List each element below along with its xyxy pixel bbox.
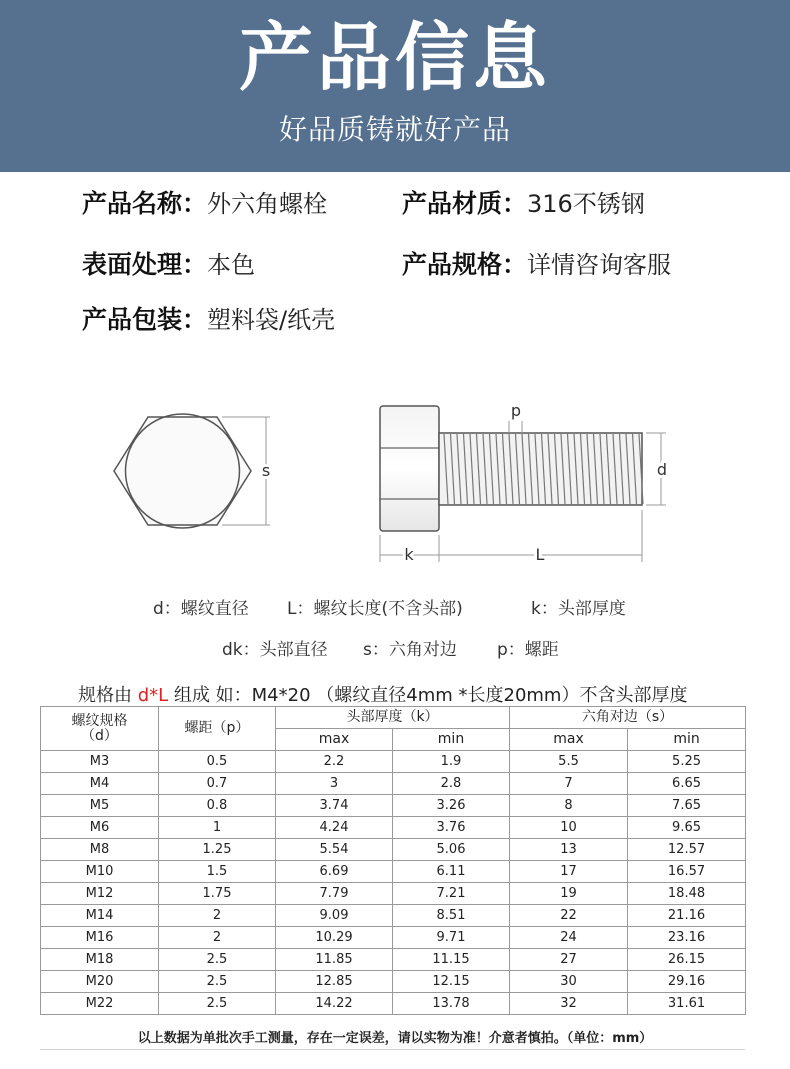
table-cell: 11.85	[276, 949, 393, 971]
header-thread: 螺纹规格 （d）	[41, 707, 159, 751]
spec-value: 详情咨询客服	[527, 251, 672, 279]
table-cell: 7.65	[628, 795, 746, 817]
table-cell: 1.25	[159, 839, 276, 861]
info-material	[402, 188, 645, 220]
table-cell: 1.5	[159, 861, 276, 883]
header-max-s: max	[510, 729, 628, 751]
table-row	[41, 773, 746, 795]
header-banner	[0, 0, 790, 172]
table-row	[41, 949, 746, 971]
table-cell: 8	[510, 795, 628, 817]
legend-p: p：螺距	[497, 640, 559, 660]
table-cell: 17	[510, 861, 628, 883]
rule-highlight: d*L	[137, 685, 169, 706]
table-cell: 27	[510, 949, 628, 971]
header-min-k: min	[393, 729, 510, 751]
bolt-diagram	[0, 380, 790, 580]
table-cell: 0.8	[159, 795, 276, 817]
table-cell: 2.5	[159, 993, 276, 1015]
table-cell: M10	[41, 861, 159, 883]
table-row	[41, 905, 746, 927]
table-cell: M14	[41, 905, 159, 927]
table-cell: 13	[510, 839, 628, 861]
table-cell: M18	[41, 949, 159, 971]
legend-s: s：六角对边	[363, 640, 457, 660]
bolt-side-view	[380, 401, 667, 564]
header-min-s: min	[628, 729, 746, 751]
table-cell: 5.25	[628, 751, 746, 773]
table-cell: 26.15	[628, 949, 746, 971]
table-cell: 2	[159, 905, 276, 927]
table-cell: 9.65	[628, 817, 746, 839]
table-cell: 18.48	[628, 883, 746, 905]
table-cell: 7.79	[276, 883, 393, 905]
table-cell: 3	[276, 773, 393, 795]
table-cell: 19	[510, 883, 628, 905]
table-cell: 6.11	[393, 861, 510, 883]
spec-label: 产品规格：	[402, 250, 528, 279]
table-row	[41, 795, 746, 817]
table-cell: M3	[41, 751, 159, 773]
table-cell: 21.16	[628, 905, 746, 927]
label-k: k	[404, 545, 414, 564]
table-cell: 11.15	[393, 949, 510, 971]
table-cell: 5.54	[276, 839, 393, 861]
table-cell: 7	[510, 773, 628, 795]
table-cell: 12.85	[276, 971, 393, 993]
table-cell: 10.29	[276, 927, 393, 949]
table-row	[41, 927, 746, 949]
table-cell: 2.5	[159, 949, 276, 971]
table-cell: 1.9	[393, 751, 510, 773]
packaging-label: 产品包装：	[82, 305, 208, 334]
table-cell: M16	[41, 927, 159, 949]
table-cell: M5	[41, 795, 159, 817]
page-subtitle: 好品质铸就好产品	[278, 113, 511, 146]
label-p: p	[510, 401, 522, 420]
table-cell: 31.61	[628, 993, 746, 1015]
surface-label: 表面处理：	[82, 250, 208, 279]
table-cell: M20	[41, 971, 159, 993]
table-cell: 2.2	[276, 751, 393, 773]
packaging-value: 塑料袋/纸壳	[207, 306, 336, 334]
table-cell: 30	[510, 971, 628, 993]
table-cell: 29.16	[628, 971, 746, 993]
table-cell: 6.65	[628, 773, 746, 795]
label-L: L	[535, 545, 545, 564]
table-cell: 24	[510, 927, 628, 949]
table-cell: 1	[159, 817, 276, 839]
table-cell: 6.69	[276, 861, 393, 883]
spec-table-body	[41, 751, 746, 1015]
table-cell: 9.09	[276, 905, 393, 927]
divider	[40, 1049, 745, 1050]
material-label: 产品材质：	[402, 189, 528, 218]
table-cell: M12	[41, 883, 159, 905]
rule-prefix: 规格由	[78, 685, 138, 706]
page-title: 产品信息	[239, 15, 551, 101]
spec-table	[40, 706, 746, 1015]
table-cell: 22	[510, 905, 628, 927]
table-cell: 2.8	[393, 773, 510, 795]
info-spec	[402, 249, 671, 281]
table-cell: 3.76	[393, 817, 510, 839]
table-cell: 14.22	[276, 993, 393, 1015]
info-product-name	[82, 188, 327, 220]
header-pitch: 螺距（p）	[159, 707, 276, 751]
table-cell: 0.7	[159, 773, 276, 795]
table-cell: M22	[41, 993, 159, 1015]
table-row	[41, 971, 746, 993]
table-cell: 3.26	[393, 795, 510, 817]
table-cell: 7.21	[393, 883, 510, 905]
rule-suffix: 组成 如：M4*20 （螺纹直径4mm *长度20mm）不含头部厚度	[168, 685, 688, 706]
table-cell: M8	[41, 839, 159, 861]
legend-L: L：螺纹长度(不含头部)	[287, 599, 463, 619]
label-s: s	[261, 461, 271, 480]
table-cell: 12.15	[393, 971, 510, 993]
label-d: d	[656, 460, 668, 479]
header-head-thickness: 头部厚度（k）	[276, 707, 510, 729]
table-row	[41, 883, 746, 905]
header-max-k: max	[276, 729, 393, 751]
table-cell: 32	[510, 993, 628, 1015]
surface-value: 本色	[207, 251, 256, 279]
product-name-value: 外六角螺栓	[207, 190, 328, 218]
disclaimer-note: 以上数据为单批次手工测量，存在一定误差，请以实物为准！介意者慎拍。（单位：mm）	[137, 1031, 653, 1046]
table-row	[41, 817, 746, 839]
table-cell: 1.75	[159, 883, 276, 905]
table-cell: 12.57	[628, 839, 746, 861]
info-packaging	[82, 304, 335, 336]
table-cell: 3.74	[276, 795, 393, 817]
table-row	[41, 861, 746, 883]
table-cell: 16.57	[628, 861, 746, 883]
table-cell: 23.16	[628, 927, 746, 949]
table-cell: 5.06	[393, 839, 510, 861]
hex-head-top-view	[114, 414, 270, 528]
table-cell: 5.5	[510, 751, 628, 773]
table-cell: 8.51	[393, 905, 510, 927]
table-row	[41, 751, 746, 773]
table-cell: 0.5	[159, 751, 276, 773]
table-cell: 2	[159, 927, 276, 949]
table-cell: 2.5	[159, 971, 276, 993]
table-row	[41, 839, 746, 861]
header-hex-width: 六角对边（s）	[510, 707, 746, 729]
table-cell: 10	[510, 817, 628, 839]
table-row	[41, 993, 746, 1015]
table-cell: 9.71	[393, 927, 510, 949]
table-cell: M6	[41, 817, 159, 839]
table-cell: M4	[41, 773, 159, 795]
table-cell: 4.24	[276, 817, 393, 839]
table-cell: 13.78	[393, 993, 510, 1015]
legend-dk: dk：头部直径	[222, 640, 328, 660]
legend-k: k：头部厚度	[531, 599, 626, 619]
info-surface	[82, 249, 255, 281]
material-value: 316不锈钢	[527, 190, 645, 218]
legend-d: d：螺纹直径	[153, 599, 249, 619]
product-name-label: 产品名称：	[82, 189, 208, 218]
